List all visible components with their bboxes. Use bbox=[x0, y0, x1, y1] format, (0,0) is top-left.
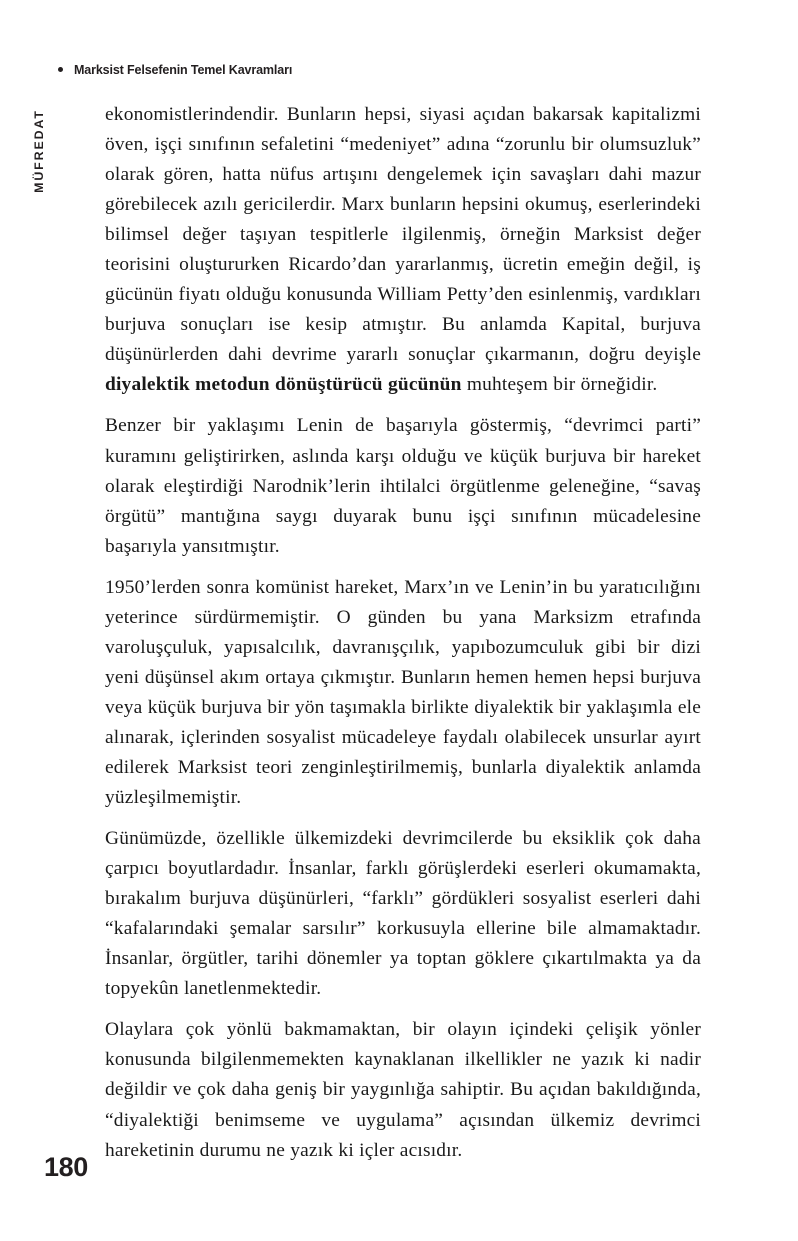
page-number: 180 bbox=[44, 1152, 88, 1182]
body-text: Olaylara çok yönlü bakmamaktan, bir olayın içindeki çelişik yönler konusunda bilgilenmemekten kaynaklanan ilkellikler ne yazık ki nadir değildir ve çok daha geniş bir yaygınlığa sahiptir. Bu açıdan bakıldığında, “diyalektiği benimseme ve uygulama” açısından ülkemiz devrimci hareketinin durumu ne yazık ki içler acısıdır. bbox=[105, 1019, 701, 1161]
paragraph bbox=[105, 824, 701, 1004]
paragraph bbox=[105, 411, 701, 561]
body-text: 1950’lerden sonra komünist hareket, Marx’ın ve Lenin’in bu yaratıcılığını yeterince sürdürmemiştir. O günden bu yana Marksizm etrafında varoluşçuluk, yapısalcılık, davranışçılık, yapıbozumculuk gibi bir dizi yeni düşünsel akım ortaya çıkmıştır. Bunların hemen hemen hepsi burjuva veya küçük burjuva bir yön taşımakla birlikte diyalektik bir yaklaşımla ele alınarak, içlerinden sosyalist mücadeleye faydalı olabilecek unsurlar ayırt edilerek Marksist teori zenginleştirilmemiş, bunlarla diyalektik anlamda yüzleşilmemiştir. bbox=[105, 576, 701, 809]
body-text-column bbox=[105, 100, 701, 1166]
body-text: Benzer bir yaklaşımı Lenin de başarıyla göstermiş, “devrimci parti” kuramını geliştirirken, aslında karşı olduğu ve küçük burjuva bir hareket olarak eleştirdiği Narodnik’lerin ihtilalci örgütlenme geleneğine, “savaş örgütü” mantığına saygı duyarak bunu işçi sınıfının mücadelesine başarıyla yansıtmıştır. bbox=[105, 415, 701, 557]
paragraph bbox=[105, 573, 701, 813]
side-tab-label: MÜFREDAT bbox=[32, 109, 46, 193]
paragraph bbox=[105, 100, 701, 400]
running-header-title: Marksist Felsefenin Temel Kavramları bbox=[74, 62, 293, 77]
body-text: muhteşem bir örneğidir. bbox=[461, 374, 658, 396]
paragraph bbox=[105, 1015, 701, 1165]
bullet-icon bbox=[58, 67, 63, 72]
side-tab bbox=[0, 96, 90, 216]
body-text: Günümüzde, özellikle ülkemizdeki devrimcilerde bu eksiklik çok daha çarpıcı boyutlardadır. İnsanlar, farklı görüşlerdeki eserleri okumamakta, bırakalım burjuva düşünürleri, “farklı” gördükleri sosyalist eserleri dahi “kafalarındaki şemalar sarsılır” korkusuyla ellerine bile almamaktadır. İnsanlar, örgütler, tarihi dönemler ya toptan göklere çıkartılmakta ya da topyekûn lanetlenmektedir. bbox=[105, 828, 701, 1000]
body-text: ekonomistlerindendir. Bunların hepsi, siyasi açıdan bakarsak kapitalizmi öven, işçi sınıfının sefaletini “medeniyet” adına “zorunlu bir olumsuzluk” olarak gören, hatta nüfus artışını dengelemek için savaşları dahi mazur görebilecek azılı gericilerdir. Marx bunların hepsini okumuş, eserlerindeki bilimsel değer taşıyan tespitlerle ilgilenmiş, örneğin Marksist değer teorisini oluştururken Ricardo’dan yararlanmış, ücretin emeğin değil, iş gücünün fiyatı olduğu konusunda William Petty’den esinlenmiş, vardıkları burjuva sonuçları ise kesip atmıştır. Bu anlamda Kapital, burjuva düşünürlerden dahi devrime yararlı sonuçlar çıkarmanın, doğru deyişle bbox=[105, 104, 701, 366]
running-header bbox=[58, 62, 304, 77]
emphasis-text: diyalektik metodun dönüştürücü gücünün bbox=[105, 374, 462, 396]
